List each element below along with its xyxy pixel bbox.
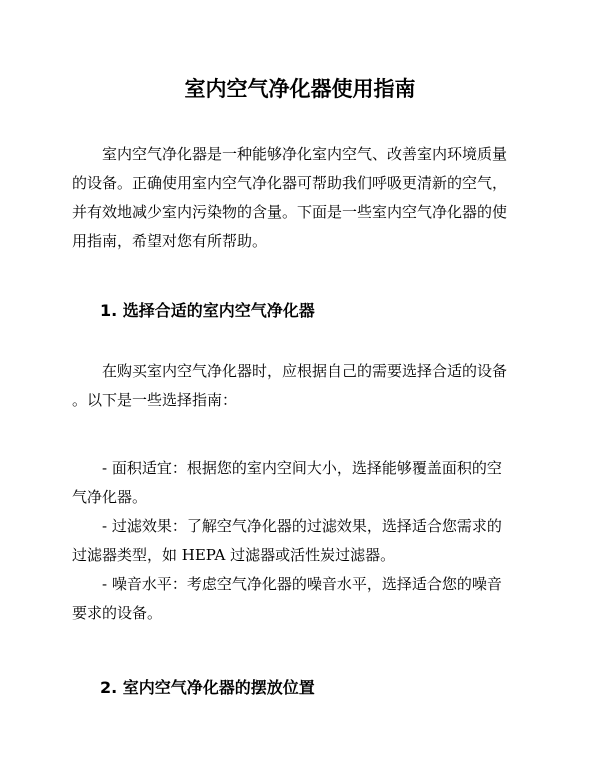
- intro-line: 用指南，希望对您有所帮助。: [72, 232, 268, 250]
- guide-item-line: - 面积适宜：根据您的室内空间大小，选择能够覆盖面积的空: [102, 459, 502, 477]
- guide-item-noise: [72, 570, 532, 628]
- section-1-intro: [72, 357, 532, 415]
- guide-item-line: 要求的设备。: [72, 604, 163, 622]
- guide-item-filter: [72, 512, 532, 570]
- guide-item-line: 气净化器。: [72, 488, 148, 506]
- intro-line: 室内空气净化器是一种能够净化室内空气、改善室内环境质量: [102, 145, 508, 163]
- section-1-intro-line: 。以下是一些选择指南：: [72, 391, 238, 409]
- guide-item-line: - 噪音水平：考虑空气净化器的噪音水平，选择适合您的噪音: [102, 575, 502, 593]
- section-2-heading: 2. 室内空气净化器的摆放位置: [100, 678, 315, 697]
- intro-line: 的设备。正确使用室内空气净化器可帮助我们呼吸更清新的空气，: [72, 174, 508, 192]
- guide-item-area: [72, 454, 532, 512]
- intro-line: 并有效地减少室内污染物的含量。下面是一些室内空气净化器的使: [72, 203, 508, 221]
- page-title: 室内空气净化器使用指南: [184, 77, 416, 101]
- section-1-heading: 1. 选择合适的室内空气净化器: [100, 301, 315, 320]
- section-1-intro-line: 在购买室内空气净化器时，应根据自己的需要选择合适的设备: [102, 362, 508, 380]
- guide-item-line: 过滤器类型，如 HEPA 过滤器或活性炭过滤器。: [72, 546, 396, 564]
- guide-item-line: - 过滤效果：了解空气净化器的过滤效果，选择适合您需求的: [102, 517, 502, 535]
- intro-paragraph: [72, 140, 532, 256]
